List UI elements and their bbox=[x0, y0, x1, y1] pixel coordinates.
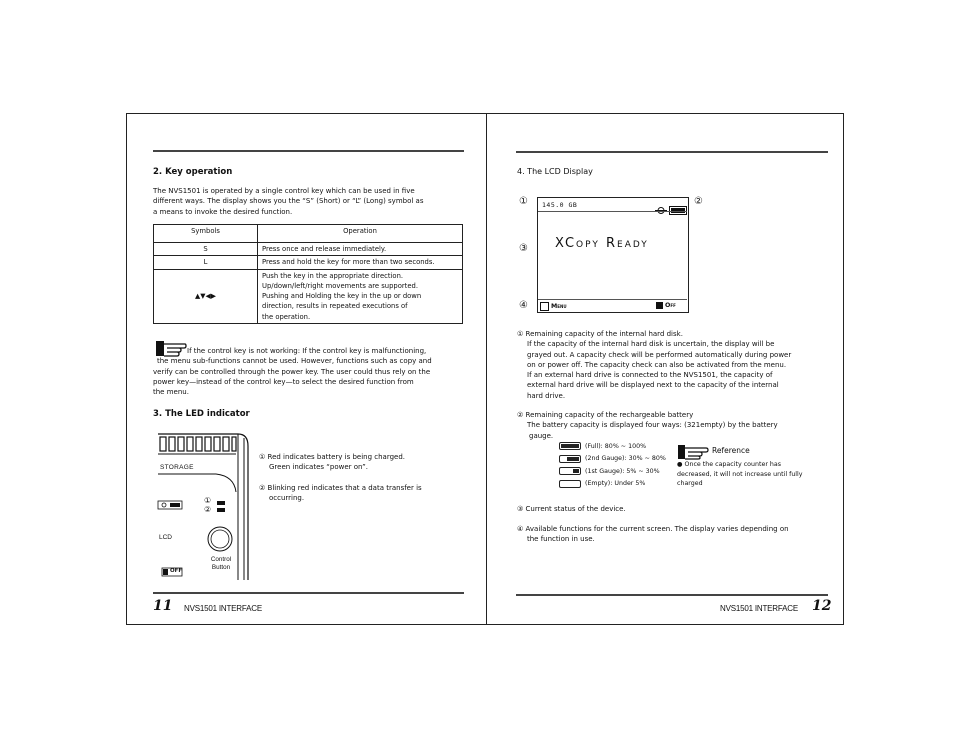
led-callout-2: ② bbox=[204, 505, 212, 514]
key-operation-table bbox=[153, 224, 463, 324]
lcd-callout-4: ④ bbox=[519, 300, 528, 311]
table-cell-operation: Press and hold the key for more than two seconds. bbox=[258, 256, 463, 269]
page-divider bbox=[486, 113, 487, 625]
reference-note: ● Once the capacity counter has decreased, it will not increase until fully charged bbox=[677, 461, 803, 487]
battery-gauge-list bbox=[559, 440, 679, 490]
table-row bbox=[154, 256, 463, 269]
battery-level-row bbox=[559, 440, 679, 453]
note-control-key: If the control key is not working: If the control key is malfunctioning, the menu sub-functions cannot be used. However, functions such as copy and verify can be controlled through the power key. The user could thus rely on the power key—instead of the control key—to select the desired function from the menu. bbox=[153, 347, 432, 397]
table-cell-operation: Push the key in the appropriate direction. Up/down/left/right movements are supported. Pushing and Holding the key in the up or down direction, results in repeated executions of the operation. bbox=[258, 269, 463, 323]
table-cell-symbol: S bbox=[154, 243, 258, 256]
battery-gauge-icon bbox=[559, 467, 581, 475]
led-item-1: ① Red indicates battery is being charged. Green indicates “power on”. bbox=[259, 453, 406, 472]
battery-level-label: (2nd Gauge): 30% ~ 80% bbox=[585, 455, 666, 463]
lcd-callout-1: ① bbox=[519, 196, 528, 207]
lcd-callout-2: ② bbox=[694, 196, 703, 207]
lcd-item-2: ② Remaining capacity of the rechargeable battery The battery capacity is displayed four ways: (321empty) by the battery gauge. bbox=[517, 411, 778, 440]
table-row bbox=[154, 269, 463, 323]
lcd-status-text: XCopy Ready bbox=[555, 236, 649, 251]
lcd-frame-lines bbox=[538, 199, 688, 313]
top-rule-right bbox=[516, 151, 828, 153]
battery-gauge-icon bbox=[559, 455, 581, 463]
device-illustration bbox=[156, 432, 252, 582]
battery-level-row bbox=[559, 453, 679, 466]
lcd-off-key: Off bbox=[656, 302, 676, 309]
battery-level-label: (Empty): Under 5% bbox=[585, 480, 646, 488]
battery-gauge-icon bbox=[559, 442, 581, 450]
table-row bbox=[154, 243, 463, 256]
off-key-icon bbox=[656, 302, 663, 309]
lcd-callout-3: ③ bbox=[519, 243, 528, 254]
reference-title: Reference bbox=[712, 446, 750, 455]
battery-gauge-icon bbox=[559, 480, 581, 488]
key-operation-intro: The NVS1501 is operated by a single control key which can be used in five different ways. The display shows you the “S” (Short) or “L” (Long) symbol as a means to invoke the desired function. bbox=[153, 187, 424, 216]
battery-level-row bbox=[559, 478, 679, 491]
table-header: Symbols bbox=[154, 225, 258, 243]
menu-key-icon bbox=[540, 302, 549, 311]
table-cell-symbol: L bbox=[154, 256, 258, 269]
table-cell-operation: Press once and release immediately. bbox=[258, 243, 463, 256]
section-title-key-operation: 2. Key operation bbox=[153, 167, 233, 177]
table-header: Operation bbox=[258, 225, 463, 243]
bottom-rule-right bbox=[516, 594, 828, 596]
battery-level-label: (Full): 80% ~ 100% bbox=[585, 442, 647, 450]
lcd-menu-key: Menu bbox=[540, 302, 567, 311]
table-header-row bbox=[154, 225, 463, 243]
section-title-led-indicator: 3. The LED indicator bbox=[153, 409, 250, 419]
footer-right: NVS1501 INTERFACE bbox=[720, 604, 798, 613]
lcd-capacity: 145.0 GB bbox=[542, 201, 578, 209]
section-title-lcd-display: 4. The LCD Display bbox=[517, 167, 593, 176]
table-cell-symbol: ▲▼◀▶ bbox=[154, 269, 258, 323]
page-number-left: 11 bbox=[153, 598, 173, 614]
lcd-item-3: ③ Current status of the device. bbox=[517, 505, 626, 513]
footer-left: NVS1501 INTERFACE bbox=[184, 604, 262, 613]
lcd-label: LCD bbox=[159, 534, 173, 541]
lcd-item-4: ④ Available functions for the current screen. The display varies depending on the function in use. bbox=[517, 525, 789, 544]
lcd-screen bbox=[537, 197, 689, 313]
bottom-rule-left bbox=[153, 592, 464, 594]
top-rule-left bbox=[153, 150, 464, 152]
control-button-label: Control Button bbox=[210, 556, 232, 571]
led-item-2: ② Blinking red indicates that a data transfer is occurring. bbox=[259, 484, 422, 503]
battery-level-row bbox=[559, 465, 679, 478]
lcd-item-1: ① Remaining capacity of the internal hard disk. If the capacity of the internal hard disk is uncertain, the display will be grayed out. A capacity check will be performed automatically during power on or power off. The capacity check can also be activated from the menu. If an external hard drive is connected to the NVS1501, the capacity of external hard drive will be displayed next to the capacity of the internal hard drive. bbox=[517, 330, 792, 400]
led-callout-1: ① bbox=[204, 496, 212, 505]
off-label: OFF bbox=[170, 568, 183, 574]
page-number-right: 12 bbox=[812, 598, 832, 614]
storage-label: STORAGE bbox=[160, 464, 194, 471]
battery-level-label: (1st Gauge): 5% ~ 30% bbox=[585, 467, 660, 475]
